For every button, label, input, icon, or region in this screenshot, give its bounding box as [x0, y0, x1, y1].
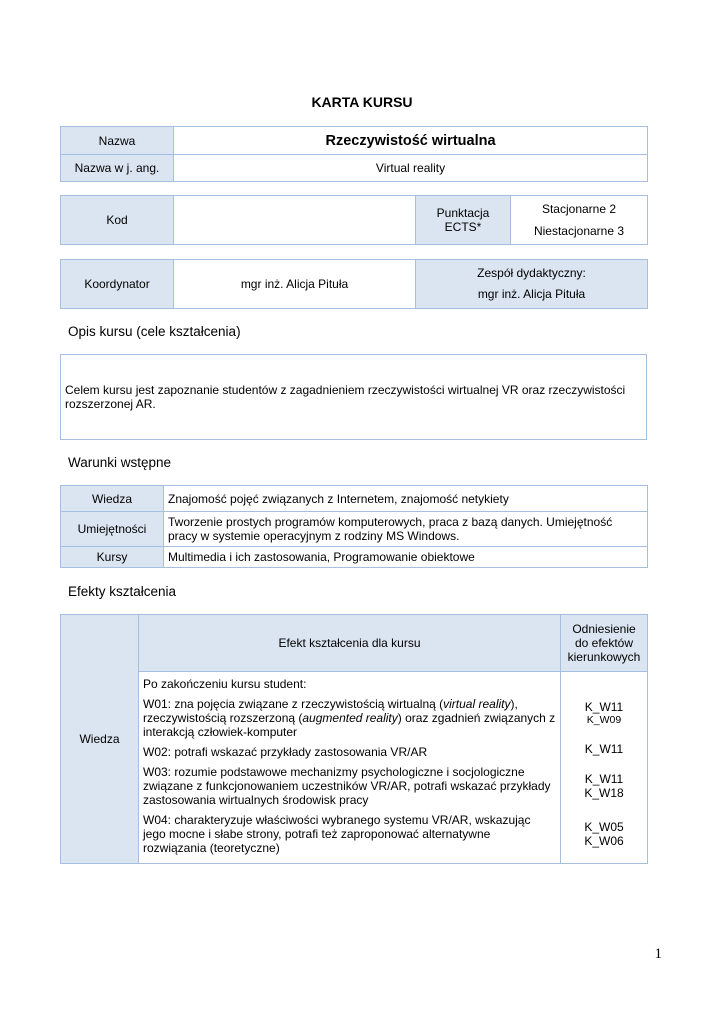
english-name: Virtual reality — [174, 155, 648, 182]
ref-w03-a: K_W11 — [584, 772, 624, 786]
ref-w04-a: K_W05 — [584, 820, 624, 834]
english-name-label: Nazwa w j. ang. — [61, 155, 174, 182]
outcomes-list — [139, 672, 561, 864]
prerequisites-heading: Warunki wstępne — [68, 455, 172, 470]
ref-w04-b: K_W06 — [584, 834, 624, 848]
prereq-skills-label: Umiejętności — [61, 512, 164, 547]
ects-nonstationary: Niestacjonarne 3 — [533, 224, 625, 238]
code-table — [60, 195, 648, 245]
ref-w03-b: K_W18 — [584, 786, 624, 800]
coordinator-table — [60, 259, 648, 309]
code-value — [174, 196, 416, 245]
page-number: 1 — [654, 946, 662, 962]
team-label: Zespół dydaktyczny: — [477, 266, 586, 280]
course-name: Rzeczywistość wirtualna — [174, 127, 648, 155]
outcomes-effect-header: Efekt kształcenia dla kursu — [139, 615, 561, 672]
team-value: mgr inż. Alicja Pituła — [477, 287, 586, 301]
prereq-knowledge-value: Znajomość pojęć związanych z Internetem, znajomość netykiety — [164, 486, 648, 512]
ref-w01-a: K_W11 — [584, 700, 624, 714]
outcome-w02: W02: potrafi wskazać przykłady zastosowania VR/AR — [143, 745, 428, 759]
ects-values — [511, 196, 648, 245]
coordinator-label: Koordynator — [61, 260, 174, 309]
description-text: Celem kursu jest zapoznanie studentów z zagadnieniem rzeczywistości wirtualnej VR oraz rzeczywistości rozszerzonej AR. — [61, 355, 647, 440]
course-name-table — [60, 126, 648, 182]
outcome-w04: W04: charakteryzuje właściwości wybranego systemu VR/AR, wskazując jego mocne i słabe strony, potrafi też zaproponować alternatywne rozwiązania (teoretyczne) — [143, 813, 531, 855]
prereq-courses-value: Multimedia i ich zastosowania, Programowanie obiektowe — [164, 547, 648, 568]
description-table — [60, 354, 647, 440]
outcomes-category: Wiedza — [61, 615, 139, 864]
outcomes-ref-header: Odniesienie do efektów kierunkowych — [561, 615, 648, 672]
outcomes-intro: Po zakończeniu kursu student: — [143, 677, 307, 691]
code-label: Kod — [61, 196, 174, 245]
ref-w01-b: K_W09 — [586, 714, 622, 726]
outcome-w03: W03: rozumie podstawowe mechanizmy psychologiczne i socjologiczne związane z funkcjonowaniem uczestników VR/AR, potrafi wskazać przykłady zastosowania wirtualnych środowisk pracy — [143, 765, 551, 807]
prerequisites-table — [60, 485, 648, 568]
outcome-w01: W01: zna pojęcia związane z rzeczywistością wirtualną (virtual reality), rzeczywistością rozszerzoną (augmented reality) oraz zgadnień związanych z interakcją człowiek-komputer — [143, 697, 556, 739]
coordinator-value: mgr inż. Alicja Pituła — [174, 260, 416, 309]
name-label: Nazwa — [61, 127, 174, 155]
page-title: KARTA KURSU — [311, 94, 413, 110]
outcomes-table — [60, 614, 648, 864]
ref-w02: K_W11 — [584, 742, 624, 756]
outcomes-heading: Efekty kształcenia — [68, 584, 177, 599]
description-heading: Opis kursu (cele kształcenia) — [68, 324, 241, 339]
team-cell — [416, 260, 648, 309]
prereq-courses-label: Kursy — [61, 547, 164, 568]
prereq-skills-value: Tworzenie prostych programów komputerowych, praca z bazą danych. Umiejętność pracy w systemie operacyjnym z rodziny MS Windows. — [164, 512, 648, 547]
ects-stationary: Stacjonarne 2 — [541, 202, 617, 216]
ects-label: Punktacja ECTS* — [416, 196, 511, 245]
outcomes-refs — [561, 672, 648, 864]
prereq-knowledge-label: Wiedza — [61, 486, 164, 512]
